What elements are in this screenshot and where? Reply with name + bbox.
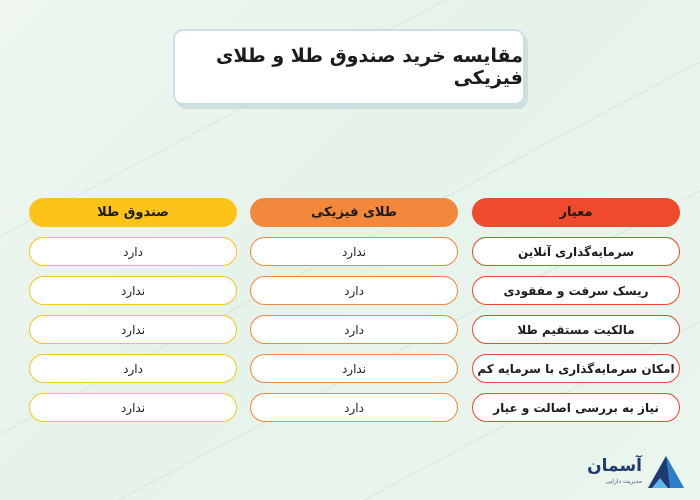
physical-gold-column [250,198,458,422]
criteria-cell: سرمایه‌گذاری آنلاین [472,237,680,266]
criteria-cell: ریسک سرقت و مفقودی [472,276,680,305]
gold-fund-cell: ندارد [29,393,237,422]
criteria-cell: امکان سرمایه‌گذاری با سرمایه کم [472,354,680,383]
gold-fund-header: صندوق طلا [29,198,237,227]
triangle-mountain-icon [646,454,686,490]
logo-subtitle: مدیریت دارایی [605,478,642,485]
gold-fund-cell: دارد [29,354,237,383]
gold-fund-cell: ندارد [29,315,237,344]
physical-gold-cell: دارد [250,393,458,422]
physical-gold-cell: ندارد [250,354,458,383]
title-box [173,29,525,105]
criteria-cell: نیاز به بررسی اصالت و عیار [472,393,680,422]
gold-fund-cell: دارد [29,237,237,266]
physical-gold-cell: ندارد [250,237,458,266]
page-title: مقایسه خرید صندوق طلا و طلای فیزیکی [215,45,523,89]
criteria-cell: مالکیت مستقیم طلا [472,315,680,344]
brand-logo [587,452,690,492]
criteria-header: معیار [472,198,680,227]
physical-gold-cell: دارد [250,276,458,305]
criteria-column [472,198,680,422]
physical-gold-cell: دارد [250,315,458,344]
gold-fund-cell: ندارد [29,276,237,305]
gold-fund-column [29,198,237,422]
physical-gold-header: طلای فیزیکی [250,198,458,227]
logo-name: آسمان [587,456,642,476]
